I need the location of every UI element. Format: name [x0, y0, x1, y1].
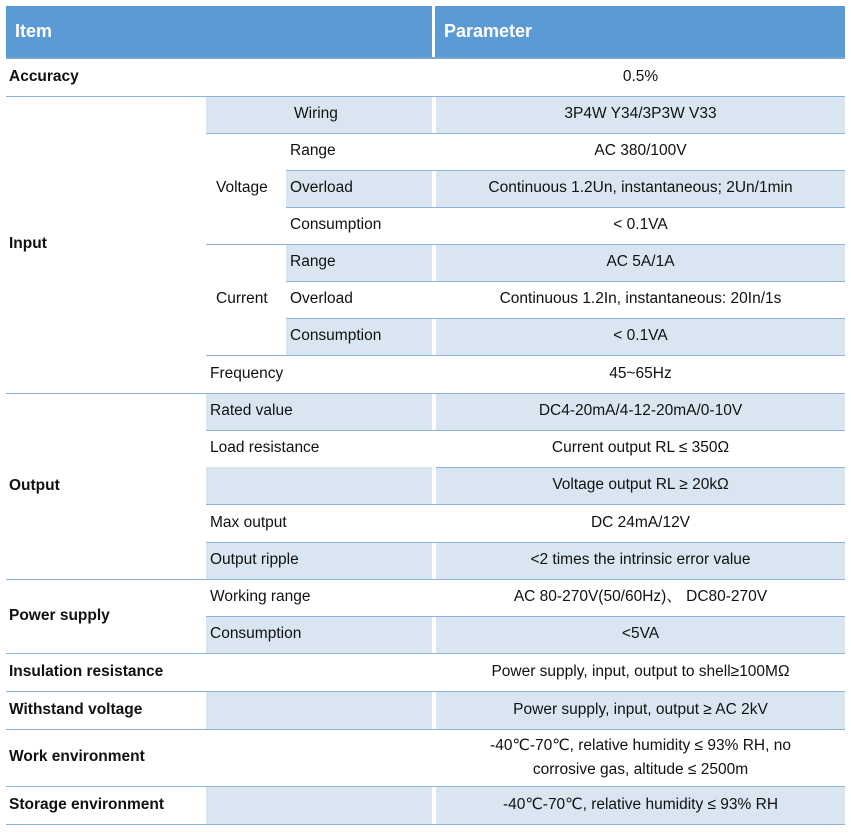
output-ripple-value: <2 times the intrinsic error value [436, 542, 845, 579]
work-environment-value [436, 729, 845, 786]
header-parameter: Parameter [435, 6, 845, 57]
current-consumption-value: < 0.1VA [436, 318, 845, 355]
voltage-consumption-value: < 0.1VA [613, 216, 668, 234]
load-resistance-label: Load resistance [210, 439, 320, 457]
rated-value-value: DC4-20mA/4-12-20mA/0-10V [436, 393, 845, 430]
voltage-consumption-label: Consumption [290, 216, 382, 234]
voltage-range-value: AC 380/100V [594, 142, 687, 160]
divider [436, 467, 845, 468]
working-range-value: AC 80-270V(50/60Hz)、 DC80-270V [513, 588, 768, 606]
max-output-value: DC 24mA/12V [590, 513, 691, 531]
withstand-voltage-label: Withstand voltage [9, 700, 143, 718]
current-range-label: Range [290, 253, 336, 271]
voltage-overload-value: Continuous 1.2Un, instantaneous; 2Un/1min [436, 170, 845, 207]
divider [286, 281, 845, 282]
input-label: Input [9, 234, 47, 252]
load-resistance-voltage-value: Voltage output RL ≥ 20kΩ [436, 467, 845, 504]
divider [6, 653, 845, 654]
current-overload-value: Continuous 1.2In, instantaneous: 20In/1s [499, 290, 782, 308]
work-environment-value-line1: -40℃-70℃, relative humidity ≤ 93% RH, no [490, 736, 791, 754]
divider [6, 393, 845, 394]
divider [206, 133, 845, 134]
divider [206, 542, 845, 543]
frequency-value: 45~65Hz [609, 364, 672, 382]
voltage-label: Voltage [216, 179, 268, 197]
accuracy-value: 0.5% [622, 68, 659, 86]
divider [206, 430, 845, 431]
voltage-overload-label: Overload [290, 179, 353, 197]
divider [286, 170, 845, 171]
rated-value-label: Rated value [206, 393, 432, 430]
storage-environment-label: Storage environment [9, 795, 165, 813]
output-label: Output [9, 476, 60, 494]
current-consumption-label: Consumption [290, 327, 382, 345]
power-consumption-label: Consumption [206, 616, 432, 653]
wiring-value: 3P4W Y34/3P3W V33 [436, 96, 845, 133]
divider [6, 691, 845, 692]
working-range-label: Working range [210, 588, 311, 606]
load-resistance-current-value: Current output RL ≤ 350Ω [551, 439, 730, 457]
divider [206, 244, 845, 245]
current-range-value: AC 5A/1A [436, 244, 845, 281]
withstand-voltage-value: Power supply, input, output ≥ AC 2kV [436, 691, 845, 729]
divider [6, 824, 845, 825]
frequency-label: Frequency [210, 364, 284, 382]
insulation-resistance-label: Insulation resistance [9, 662, 164, 680]
insulation-resistance-value: Power supply, input, output to shell≥100MΩ [491, 662, 790, 680]
output-ripple-label: Output ripple [206, 542, 432, 579]
work-environment-value-line2: corrosive gas, altitude ≤ 2500m [532, 760, 749, 778]
current-label: Current [216, 290, 268, 308]
power-supply-label: Power supply [9, 606, 110, 624]
work-environment-label: Work environment [9, 748, 145, 766]
accuracy-label: Accuracy [9, 68, 79, 86]
divider [6, 579, 845, 580]
divider [206, 616, 845, 617]
divider [206, 504, 845, 505]
max-output-label: Max output [210, 513, 287, 531]
power-consumption-value: <5VA [436, 616, 845, 653]
divider [6, 57, 845, 59]
divider [6, 729, 845, 730]
divider [286, 318, 845, 319]
header-item: Item [6, 6, 432, 57]
divider [6, 786, 845, 787]
divider [206, 355, 845, 356]
divider [286, 207, 845, 208]
voltage-range-label: Range [290, 142, 336, 160]
divider [6, 96, 845, 97]
current-overload-label: Overload [290, 290, 353, 308]
wiring-label: Wiring [294, 105, 338, 123]
storage-environment-value: -40℃-70℃, relative humidity ≤ 93% RH [436, 786, 845, 824]
